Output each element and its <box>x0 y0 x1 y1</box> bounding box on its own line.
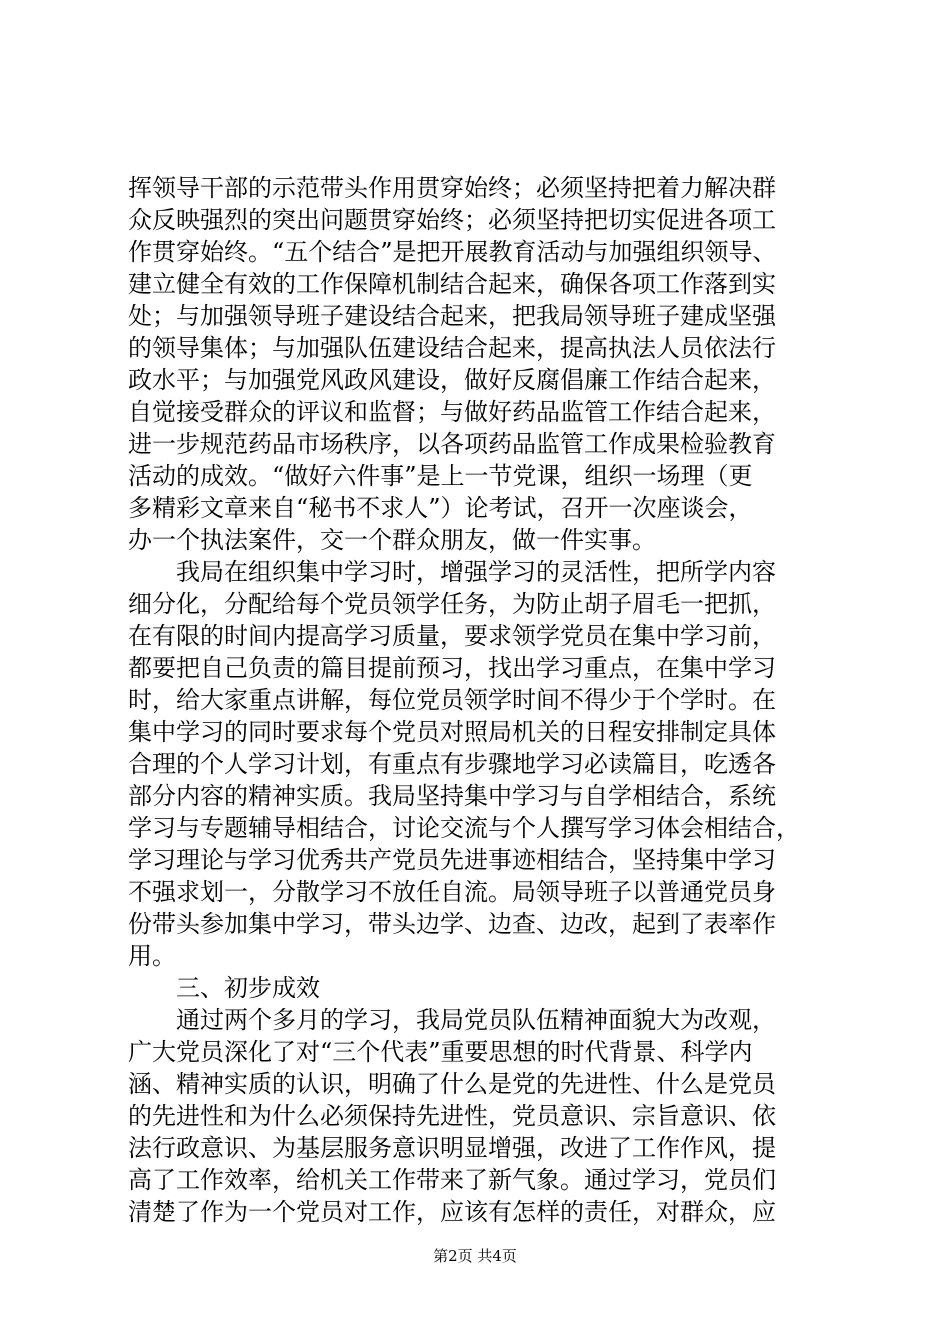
text-line: 多精彩文章来自“秘书不求人”）论考试，召开一次座谈会， <box>128 494 753 522</box>
text-line: 作贯穿始终。“五个结合”是把开展教育活动与加强组织领导、 <box>128 238 777 266</box>
text-line: 我局在组织集中学习时，增强学习的灵活性，把所学内容 <box>128 558 776 586</box>
text-line: 进一步规范药品市场秩序，以各项药品监管工作成果检验教育 <box>128 430 776 458</box>
text-line: 都要把自己负责的篇目提前预习，找出学习重点，在集中学习 <box>128 654 776 682</box>
text-line: 学习理论与学习优秀共产党员先进事迹相结合，坚持集中学习 <box>128 846 776 874</box>
text-line: 细分化，分配给每个党员领学任务，为防止胡子眉毛一把抓， <box>128 590 776 618</box>
text-line: 份带头参加集中学习，带头边学、边查、边改，起到了表率作 <box>128 910 776 938</box>
text-line: 广大党员深化了对“三个代表”重要思想的时代背景、科学内 <box>128 1038 753 1066</box>
text-line: 政水平；与加强党风政风建设，做好反腐倡廉工作结合起来， <box>128 366 776 394</box>
section-heading: 三、初步成效 <box>128 974 320 1002</box>
text-line: 部分内容的精神实质。我局坚持集中学习与自学相结合，系统 <box>128 782 776 810</box>
text-line: 活动的成效。“做好六件事”是上一节党课，组织一场理（更 <box>128 462 753 490</box>
text-line: 清楚了作为一个党员对工作，应该有怎样的责任，对群众，应 <box>128 1198 776 1226</box>
text-line: 用。 <box>128 942 176 970</box>
page-footer: 第2页 共4页 <box>433 1247 517 1265</box>
text-line: 挥领导干部的示范带头作用贯穿始终；必须坚持把着力解决群 <box>128 174 776 202</box>
text-line: 处；与加强领导班子建设结合起来，把我局领导班子建成坚强 <box>128 302 776 330</box>
text-line: 时，给大家重点讲解，每位党员领学时间不得少于个学时。在 <box>128 686 776 714</box>
text-line: 在有限的时间内提高学习质量，要求领学党员在集中学习前， <box>128 622 776 650</box>
text-line: 高了工作效率，给机关工作带来了新气象。通过学习，党员们 <box>128 1166 776 1194</box>
text-line: 建立健全有效的工作保障机制结合起来，确保各项工作落到实 <box>128 270 776 298</box>
text-line: 众反映强烈的突出问题贯穿始终；必须坚持把切实促进各项工 <box>128 206 776 234</box>
text-line: 办一个执法案件，交一个群众朋友，做一件实事。 <box>128 526 656 554</box>
text-line: 合理的个人学习计划，有重点有步骤地学习必读篇目，吃透各 <box>128 750 776 778</box>
text-line: 的先进性和为什么必须保持先进性，党员意识、宗旨意识、依 <box>128 1102 776 1130</box>
text-line: 自觉接受群众的评议和监督；与做好药品监管工作结合起来， <box>128 398 776 426</box>
body-text <box>128 172 828 1228</box>
text-line: 的领导集体；与加强队伍建设结合起来，提高执法人员依法行 <box>128 334 776 362</box>
text-line: 涵、精神实质的认识，明确了什么是党的先进性、什么是党员 <box>128 1070 776 1098</box>
text-line: 法行政意识、为基层服务意识明显增强，改进了工作作风，提 <box>128 1134 776 1162</box>
text-line: 学习与专题辅导相结合，讨论交流与个人撰写学习体会相结合， <box>128 814 800 842</box>
text-line: 通过两个多月的学习，我局党员队伍精神面貌大为改观， <box>128 1006 776 1034</box>
text-line: 集中学习的同时要求每个党员对照局机关的日程安排制定具体 <box>128 718 776 746</box>
text-line: 不强求划一，分散学习不放任自流。局领导班子以普通党员身 <box>128 878 776 906</box>
